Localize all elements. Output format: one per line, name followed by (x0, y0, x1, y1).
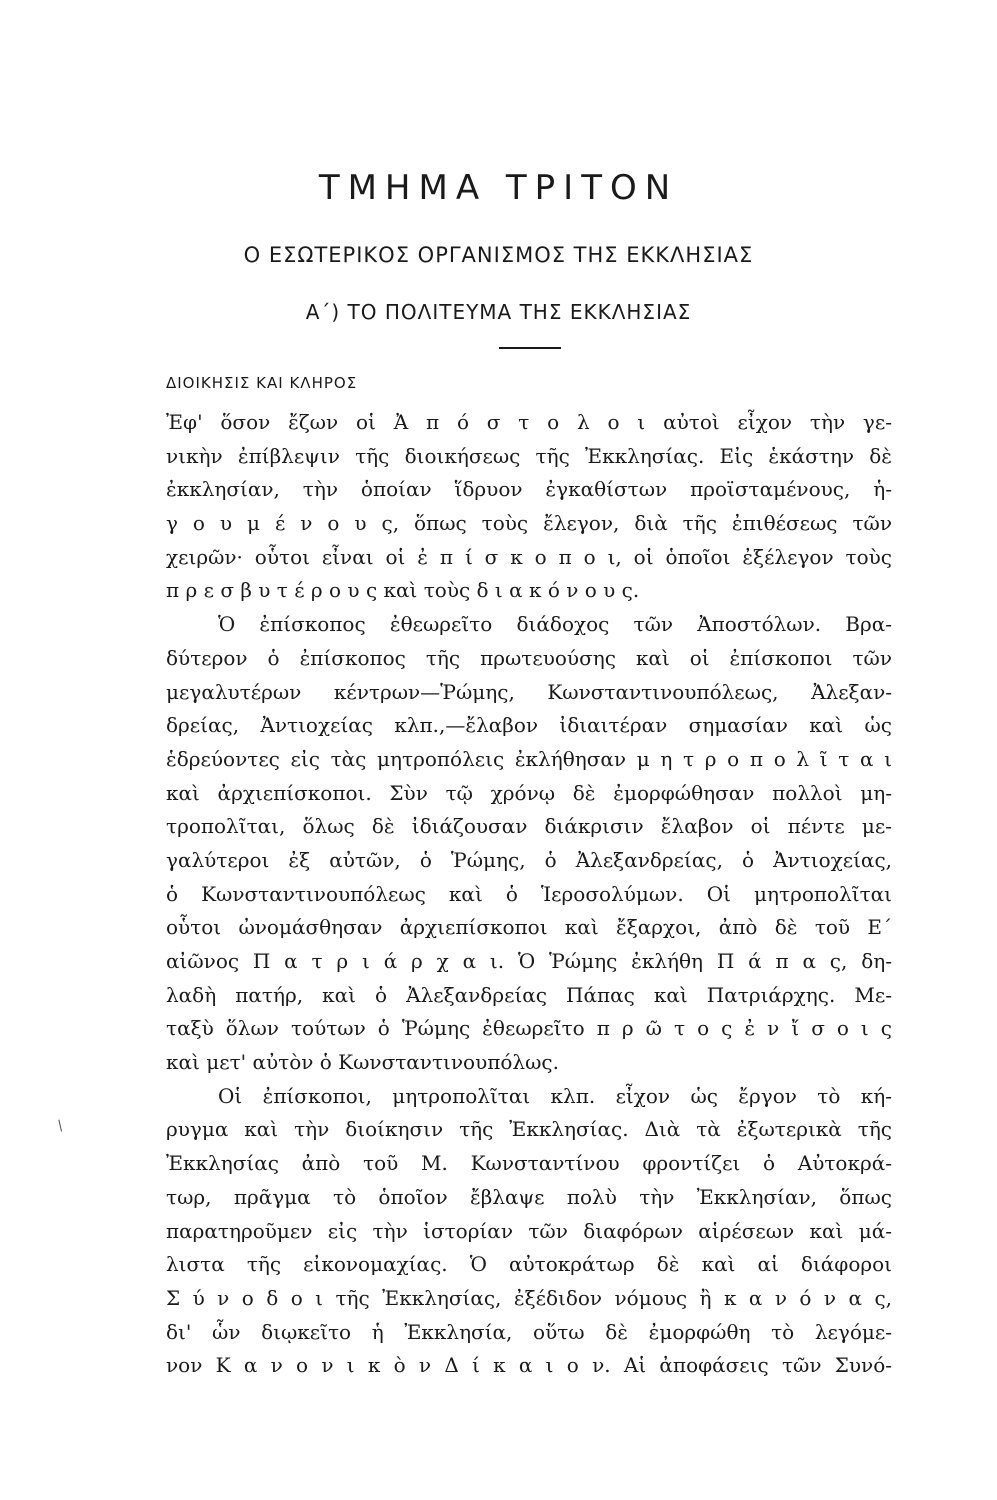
text-line: ρυγμα καὶ τὴν διοίκησιν τῆς Ἐκκλησίας. Διὰ τὰ ἐξωτερικὰ τῆς (166, 1117, 892, 1142)
divider-rule (499, 347, 561, 349)
subsection-title: Α΄) ΤΟ ΠΟΛΙΤΕΥΜΑ ΤΗΣ ΕΚΚΛΗΣΙΑΣ (305, 300, 692, 324)
text-line: παρατηροῦμεν εἰς τὴν ἱστορίαν τῶν διαφόρων αἱρέσεων καὶ μά- (166, 1218, 892, 1243)
text-line: Ἐφ' ὅσον ἔζων οἱ Ἀ π ό σ τ ο λ ο ι αὐτοὶ εἶχον τὴν γε- (166, 410, 892, 434)
text-line: νικὴν ἐπίβλεψιν τῆς διοικήσεως τῆς Ἐκκλησίας. Εἰς ἑκάστην δὲ (166, 443, 892, 468)
text-line: ἐκκλησίαν, τὴν ὁποίαν ἵδρυον ἐγκαθίστων προϊσταμένους, ἡ- (166, 477, 892, 502)
text-line: Οἱ ἐπίσκοποι, μητροπολῖται κλπ. εἶχον ὡς ἔργον τὸ κή- (218, 1083, 892, 1108)
text-line: λιστα τῆς εἰκονομαχίας. Ὁ αὐτοκράτωρ δὲ καὶ αἱ διάφοροι (166, 1252, 892, 1277)
text-line: τωρ, πρᾶγμα τὸ ὁποῖον ἔβλαψε πολὺ τὴν Ἐκκλησίαν, ὅπως (166, 1184, 892, 1209)
text-line: ταξὺ ὅλων τούτων ὁ Ῥώμης ἐθεωρεῖτο π ρ ῶ τ ο ς ἐ ν ἴ σ ο ι ς (166, 1016, 892, 1041)
text-line: μεγαλυτέρων κέντρων—Ῥώμης, Κωνσταντινουπόλεως, Ἀλεξαν- (166, 679, 892, 704)
text-line: αἰῶνος Π α τ ρ ι ά ρ χ α ι. Ὁ Ῥώμης ἐκλήθη Π ά π α ς, δη- (166, 949, 892, 973)
margin-mark: / (54, 1117, 67, 1135)
text-line: Σ ύ ν ο δ ο ι τῆς Ἐκκλησίας, ἐξέδιδον νόμους ἢ κ α ν ό ν α ς, (166, 1285, 892, 1310)
text-line: τροπολῖται, ὅλως δὲ ἰδιάζουσαν διάκρισιν ἔλαβον οἱ πέντε με- (166, 814, 892, 839)
section-title: Ο ΕΣΩΤΕΡΙΚΟΣ ΟΡΓΑΝΙΣΜΟΣ ΤΗΣ ΕΚΚΛΗΣΙΑΣ (243, 243, 754, 267)
text-line: χειρῶν· οὗτοι εἶναι οἱ ἐ π ί σ κ ο π ο ι, οἱ ὁποῖοι ἐξέλεγον τοὺς (166, 544, 892, 569)
text-line: Ὁ ἐπίσκοπος ἐθεωρεῖτο διάδοχος τῶν Ἀποστόλων. Βρα- (218, 612, 892, 637)
text-line: νον Κ α ν ο ν ι κ ὸ ν Δ ί κ α ι ο ν. Αἱ ἀποφάσεις τῶν Συνό- (166, 1353, 892, 1378)
text-line: Ἐκκλησίας ἀπὸ τοῦ Μ. Κωνσταντίνου φροντίζει ὁ Αὐτοκρά- (166, 1151, 892, 1176)
text-line: καὶ μετ' αὐτὸν ὁ Κωνσταντινουπόλως. (166, 1050, 559, 1075)
body-text (166, 406, 892, 1383)
text-line: δρείας, Ἀντιοχείας κλπ.,—ἔλαβον ἰδιαιτέραν σημασίαν καὶ ὡς (166, 713, 892, 738)
text-line: δύτερον ὁ ἐπίσκοπος τῆς πρωτευούσης καὶ οἱ ἐπίσκοποι τῶν (166, 645, 892, 670)
text-line: οὗτοι ὠνομάσθησαν ἀρχιεπίσκοποι καὶ ἔξαρχοι, ἀπὸ δὲ τοῦ Ε΄ (166, 915, 892, 940)
text-line: π ρ ε σ β υ τ έ ρ ο υ ς καὶ τοὺς δ ι α κ ό ν ο υ ς. (166, 578, 640, 603)
text-line: δι' ὧν διῳκεῖτο ἡ Ἐκκλησία, οὕτω δὲ ἐμορφώθη τὸ λεγόμε- (166, 1319, 892, 1344)
text-line: ἑδρεύοντες εἰς τὰς μητροπόλεις ἐκλήθησαν μ η τ ρ ο π ο λ ῖ τ α ι (166, 746, 892, 771)
text-line: λαδὴ πατήρ, καὶ ὁ Ἀλεξανδρείας Πάπας καὶ Πατριάρχης. Με- (166, 982, 892, 1007)
part-title: ΤΜΗΜΑ ΤΡΙΤΟΝ (318, 168, 679, 208)
text-line: καὶ ἀρχιεπίσκοποι. Σὺν τῷ χρόνῳ δὲ ἐμορφώθησαν πολλοὶ μη- (166, 780, 892, 805)
text-line: ὁ Κωνσταντινουπόλεως καὶ ὁ Ἱεροσολύμων. Οἱ μητροπολῖται (166, 881, 892, 906)
text-line: γαλύτεροι ἐξ αὐτῶν, ὁ Ῥώμης, ὁ Ἀλεξανδρείας, ὁ Ἀντιοχείας, (166, 847, 892, 872)
text-line: γ ο υ μ έ ν ο υ ς, ὅπως τοὺς ἔλεγον, διὰ τῆς ἐπιθέσεως τῶν (166, 511, 892, 536)
chapter-heading: ΔΙΟΙΚΗΣΙΣ ΚΑΙ ΚΛΗΡΟΣ (166, 374, 358, 392)
